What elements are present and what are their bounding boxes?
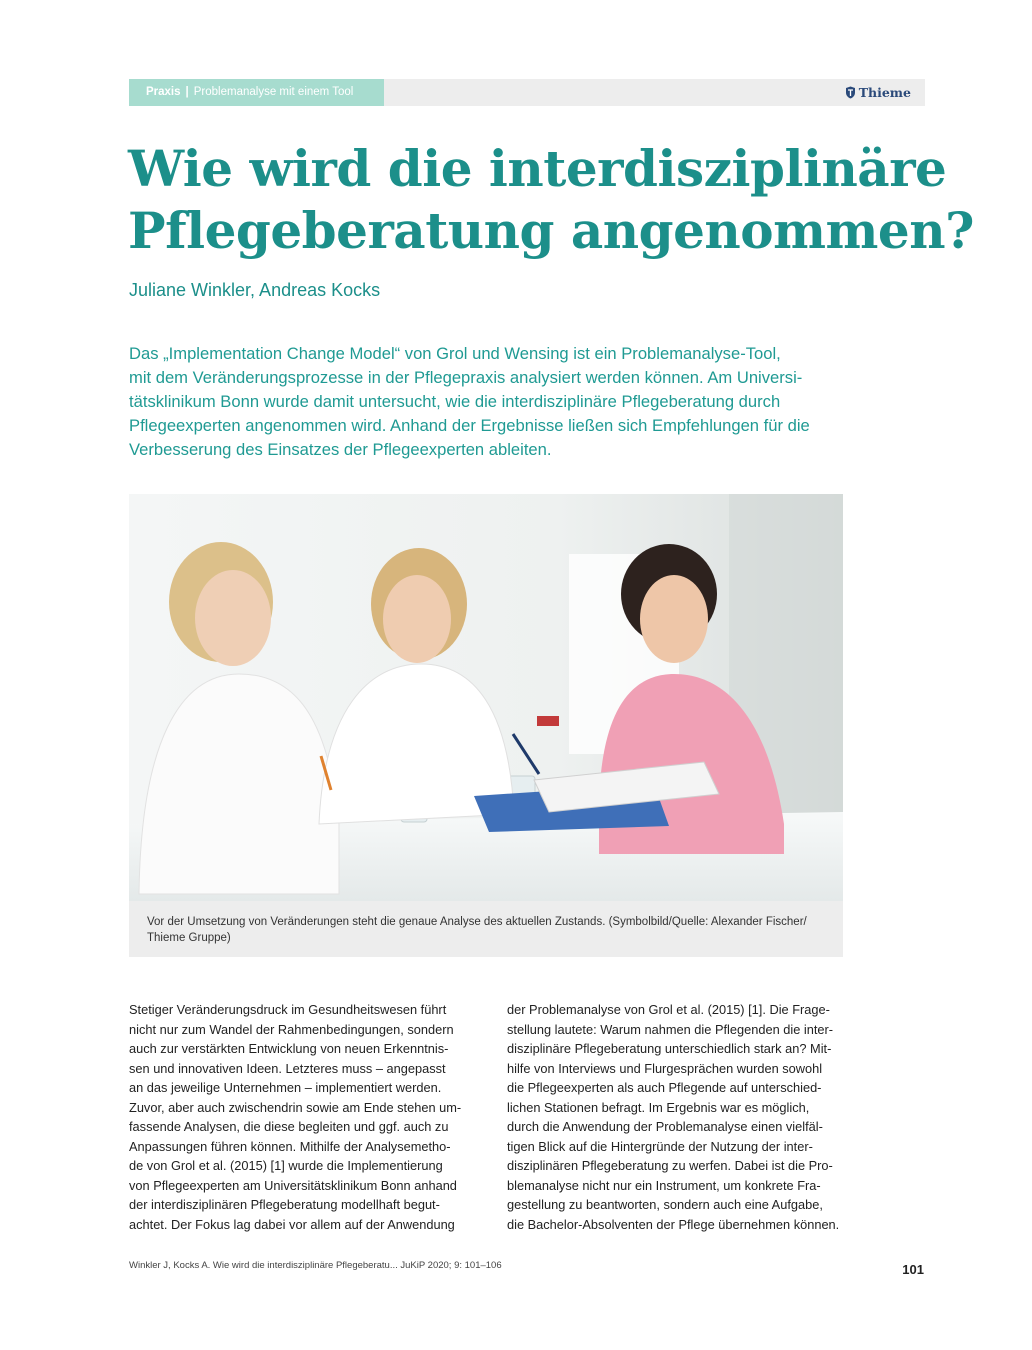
body-line: disziplinäre Pflegeberatung unterschiedlich stark an? Mit-: [507, 1041, 832, 1056]
abstract-line: Verbesserung des Einsatzes der Pflegeexperten ableiten.: [129, 440, 552, 459]
body-line: disziplinären Pflegeberatung zu werfen. Dabei ist die Pro-: [507, 1158, 833, 1173]
section-tag: [129, 79, 384, 106]
page-number: 101: [902, 1262, 924, 1277]
body-line: an das jeweilige Unternehmen – implementiert werden.: [129, 1080, 442, 1095]
photo-caption: [129, 901, 843, 957]
body-line: von Pflegeexperten am Universitätsklinikum Bonn anhand: [129, 1177, 457, 1193]
body-line: auch zur verstärkten Entwicklung von neuen Erkenntnis-: [129, 1041, 449, 1056]
title-line: Pflegeberatung angenommen?: [128, 201, 974, 260]
topic-label: Problemanalyse mit einem Tool: [193, 86, 354, 98]
body-line: der Problemanalyse von Grol et al. (2015) [1]. Die Frage-: [507, 1002, 830, 1017]
body-line: fassende Analysen, die diese begleiten und ggf. auch zu: [129, 1119, 449, 1134]
title-line: Wie wird die interdisziplinäre: [128, 139, 947, 198]
body-column-left: [129, 1000, 467, 1234]
article-abstract: [129, 342, 869, 462]
body-line: de von Grol et al. (2015) [1] wurde die Implementierung: [129, 1158, 443, 1173]
body-line: die Pflegeexperten als auch Pflegende auf unterschied-: [507, 1080, 822, 1095]
caption-line: Vor der Umsetzung von Veränderungen steht die genaue Analyse des aktuellen Zustands. (Symbolbild/Quelle: Alexander Fischer/: [147, 916, 807, 928]
body-line: Anpassungen führen können. Mithilfe der Analysemetho-: [129, 1138, 451, 1154]
caption-line: Thieme Gruppe): [147, 932, 231, 944]
article-photo: [129, 494, 843, 901]
body-line: sen und innovativen Ideen. Letzteres muss – angepasst: [129, 1060, 446, 1076]
publisher-logo: [845, 79, 911, 106]
body-line: gestellung zu beantworten, sondern auch eine Aufgabe,: [507, 1197, 823, 1212]
abstract-line: mit dem Veränderungsprozesse in der Pflegepraxis analysiert werden können. Am Universi-: [129, 368, 803, 387]
abstract-line: tätsklinikum Bonn wurde damit untersucht, wie die interdisziplinäre Pflegeberatung durch: [129, 392, 781, 411]
body-line: Zuvor, aber auch zwischendrin sowie am Ende stehen um-: [129, 1099, 462, 1115]
body-line: stellung lautete: Warum nahmen die Pflegenden die inter-: [507, 1021, 834, 1037]
body-line: durch die Anwendung der Problemanalyse einen vielfäl-: [507, 1119, 823, 1134]
body-line: nicht nur zum Wandel der Rahmenbedingungen, sondern: [129, 1021, 454, 1037]
abstract-line: Das „Implementation Change Model“ von Grol und Wensing ist ein Problemanalyse-Tool,: [129, 344, 781, 363]
body-line: achtet. Der Fokus lag dabei vor allem auf der Anwendung: [129, 1216, 455, 1232]
body-line: Stetiger Veränderungsdruck im Gesundheitswesen führt: [129, 1002, 447, 1017]
article-authors: Juliane Winkler, Andreas Kocks: [129, 280, 381, 300]
running-header: [129, 79, 925, 106]
footer-citation: Winkler J, Kocks A. Wie wird die interdisziplinäre Pflegeberatu... JuKiP 2020; 9: 101–106: [129, 1260, 502, 1271]
body-line: hilfe von Interviews und Flurgesprächen wurden sowohl: [507, 1060, 823, 1076]
section-separator: |: [185, 86, 189, 98]
body-line: die Bachelor-Absolventen der Pflege übernehmen können.: [507, 1216, 840, 1232]
body-line: tigen Blick auf die Hintergründe der Nutzung der inter-: [507, 1138, 813, 1154]
body-line: blemanalyse nicht nur ein Instrument, um konkrete Fra-: [507, 1177, 821, 1193]
body-column-right: [507, 1000, 845, 1234]
body-line: der interdisziplinären Pflegeberatung modellhaft begut-: [129, 1197, 440, 1212]
article-title: [128, 138, 974, 262]
abstract-line: Pflegeexperten angenommen wird. Anhand der Ergebnisse ließen sich Empfehlungen für die: [129, 416, 810, 435]
body-line: lichen Stationen befragt. Im Ergebnis war es möglich,: [507, 1099, 810, 1115]
section-label: Praxis: [146, 86, 181, 98]
publisher-name: Thieme: [858, 85, 911, 100]
thieme-logo-icon: [845, 86, 856, 99]
